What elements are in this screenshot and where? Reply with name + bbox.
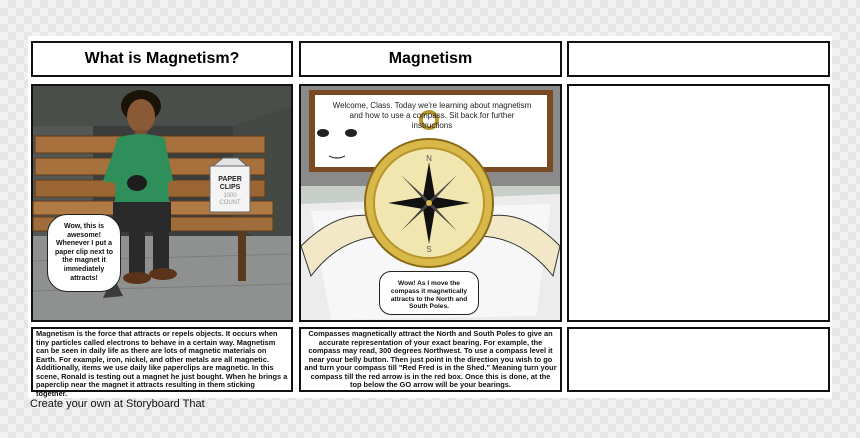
panel-2-description (299, 327, 562, 392)
panel-2-title-text: Magnetism (388, 50, 473, 67)
panel-1-speech-text: Wow, this is awesome! Whenever I put a paper clip next to the magnet it immediately attracts! (55, 223, 113, 282)
box-label-3: 1000 (223, 193, 237, 199)
panel-2-scene (299, 84, 562, 322)
panel-1-description-text: Magnetism is the force that attracts or repels objects. It occurs when tiny particles called electrons to behave in a certain way. Magnetism can be seen in daily life as there are lots of magnetic materials on Earth. For example, iron, nickel, and other metals are all magnetic. Additionally, items we use daily like paperclips are magnetic. In this scene, Ronald is testing out a magnet he just bought. When he brings a paperclip near the magnet it attracts resulting in them sticking together. (36, 329, 288, 398)
panel-1-title-text: What is Magnetism? (84, 50, 240, 67)
panel-2-description-text: Compasses magnetically attract the North and South Poles to give an accurate representation of your exact bearing. For example, the compass may read, 300 degrees Northwest. To use a compass level it near your belly button. Then just point in the direction you wish to go and turn your compass till "Red Fred is in the Shed." Meaning turn your compass till the red arrow is in the red box. Once this is done, at the top below the GO arrow will be your bearings. (304, 329, 557, 389)
box-label-1: PAPER (218, 176, 242, 183)
board-text: Welcome, Class. Today we're learning about magnetism and how to use a compass. Sit back for further instructions (332, 101, 532, 130)
paper-clips-box (210, 158, 250, 212)
panel-3-description (567, 327, 830, 392)
panel-1-speech-bubble (47, 214, 121, 292)
storyboard-credit[interactable]: Create your own at Storyboard That (30, 398, 205, 410)
panel-3-scene (567, 84, 830, 322)
panel-2-title (299, 41, 562, 77)
panel-3-title (567, 41, 830, 77)
box-label-2: CLIPS (219, 184, 241, 191)
panel-1-scene (31, 84, 293, 322)
compass-letter-s: S (426, 245, 432, 254)
panel-2-speech-text: Wow! As I move the compass it magnetically attracts to the North and South Poles. (390, 280, 468, 311)
box-label-4: COUNT (219, 200, 241, 206)
panel-1-title (31, 41, 293, 77)
panel-2-speech-bubble (379, 271, 479, 315)
panel-1-description (31, 327, 293, 398)
compass-letter-n: N (426, 154, 432, 163)
